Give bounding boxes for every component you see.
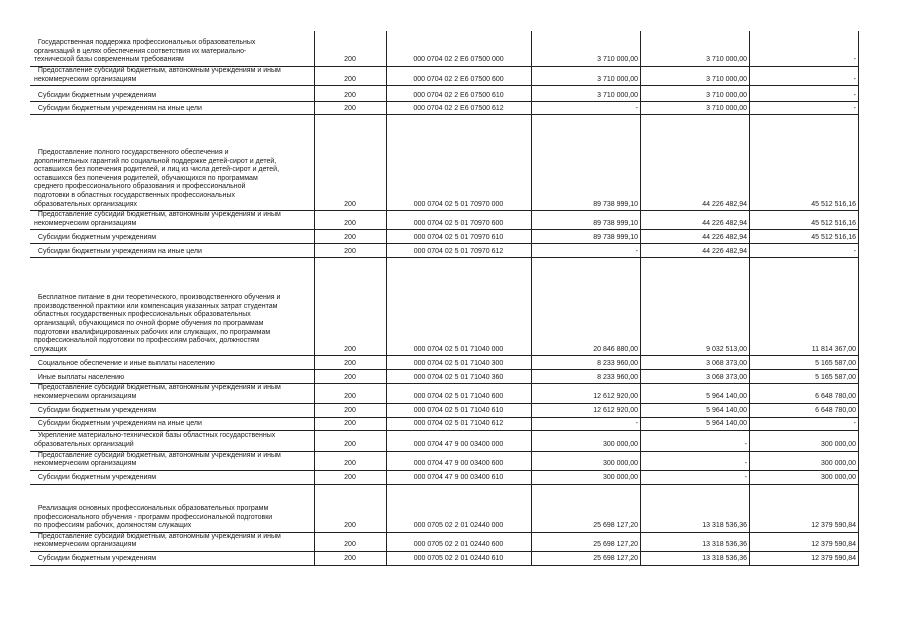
row-value-executed: 44 226 482,94	[641, 230, 750, 244]
spacer-cell	[641, 484, 750, 497]
row-name: Субсидии бюджетным учреждениям	[30, 86, 315, 102]
row-name: Субсидии бюджетным учреждениям	[30, 551, 315, 565]
row-value-executed: 9 032 513,00	[641, 270, 750, 356]
row-value-executed: 13 318 536,36	[641, 532, 750, 551]
row-value-total: 25 698 127,20	[532, 497, 641, 533]
row-spacer	[30, 115, 859, 126]
table-row	[30, 451, 859, 470]
spacer-cell	[30, 115, 315, 126]
row-name: Предоставление полного государственного обеспечения и дополнительных гарантий по социальной поддержке детей-сирот и детей, оставшихся без попечения родителей, и лиц из числа детей-сирот и детей, оставшихся без попечения родителей, обучающихся по программам среднего профессионального образования и профессиональной подготовки в областных государственных профессиональных образовательных организациях	[30, 125, 315, 211]
row-code: 200	[315, 384, 387, 403]
spacer-cell	[532, 115, 641, 126]
spacer-cell	[750, 115, 859, 126]
spacer-cell	[532, 258, 641, 271]
row-name: Субсидии бюджетным учреждениям на иные цели	[30, 417, 315, 430]
row-code: 200	[315, 532, 387, 551]
row-kbk: 000 0704 02 2 Е6 07500 600	[387, 67, 532, 86]
row-kbk: 000 0705 02 2 01 02440 600	[387, 532, 532, 551]
budget-table-body	[30, 31, 859, 565]
row-value-total: 89 738 999,10	[532, 211, 641, 230]
spacer-cell	[387, 258, 532, 271]
row-code: 200	[315, 497, 387, 533]
row-value-remaining: 300 000,00	[750, 451, 859, 470]
row-value-remaining: -	[750, 244, 859, 258]
row-kbk: 000 0704 02 5 01 70970 612	[387, 244, 532, 258]
row-name: Государственная поддержка профессиональных образовательных организаций в целях обеспечения соответствия их материально- технической базы современным требованиям	[30, 31, 315, 67]
spacer-cell	[532, 484, 641, 497]
row-value-remaining: -	[750, 86, 859, 102]
row-value-total: 300 000,00	[532, 430, 641, 451]
row-name: Субсидии бюджетным учреждениям на иные цели	[30, 102, 315, 115]
table-row	[30, 497, 859, 533]
row-kbk: 000 0704 02 2 Е6 07500 610	[387, 86, 532, 102]
table-row	[30, 86, 859, 102]
row-name: Предоставление субсидий бюджетным, автономным учреждениям и иным некоммерческим организациям	[30, 211, 315, 230]
row-value-executed: 3 710 000,00	[641, 31, 750, 67]
row-code: 200	[315, 244, 387, 258]
row-kbk: 000 0705 02 2 01 02440 610	[387, 551, 532, 565]
row-value-remaining: 11 814 367,00	[750, 270, 859, 356]
table-row	[30, 67, 859, 86]
row-kbk: 000 0704 02 5 01 71040 300	[387, 356, 532, 370]
table-row	[30, 270, 859, 356]
row-value-executed: 3 710 000,00	[641, 67, 750, 86]
row-code: 200	[315, 67, 387, 86]
row-value-executed: -	[641, 430, 750, 451]
row-value-executed: -	[641, 451, 750, 470]
row-value-remaining: 6 648 780,00	[750, 403, 859, 417]
table-row	[30, 551, 859, 565]
row-kbk: 000 0704 02 2 Е6 07500 612	[387, 102, 532, 115]
row-code: 200	[315, 451, 387, 470]
row-value-remaining: 45 512 516,16	[750, 211, 859, 230]
row-code: 200	[315, 125, 387, 211]
row-name: Укрепление материально-технической базы областных государственных образовательных организаций	[30, 430, 315, 451]
table-row	[30, 417, 859, 430]
row-value-remaining: 300 000,00	[750, 470, 859, 484]
row-name: Субсидии бюджетным учреждениям на иные цели	[30, 244, 315, 258]
row-name: Субсидии бюджетным учреждениям	[30, 403, 315, 417]
table-row	[30, 470, 859, 484]
row-value-total: -	[532, 102, 641, 115]
row-kbk: 000 0704 47 9 00 03400 610	[387, 470, 532, 484]
row-name: Предоставление субсидий бюджетным, автономным учреждениям и иным некоммерческим организациям	[30, 451, 315, 470]
row-value-remaining: -	[750, 102, 859, 115]
row-value-total: 3 710 000,00	[532, 67, 641, 86]
row-value-remaining: -	[750, 31, 859, 67]
row-name: Иные выплаты населению	[30, 370, 315, 384]
row-value-remaining: -	[750, 67, 859, 86]
row-name: Бесплатное питание в дни теоретического, производственного обучения и производственной практики или компенсация указанных затрат студентам областных государственных профессиональных образовательных организаций, обучающимся по очной форме обучения по программам подготовки квалифицированных рабочих или служащих, по программам профессиональной подготовки по профессиям рабочих, должностям служащих	[30, 270, 315, 356]
row-name: Предоставление субсидий бюджетным, автономным учреждениям и иным некоммерческим организациям	[30, 532, 315, 551]
budget-table-page	[30, 31, 859, 566]
row-value-executed: 3 068 373,00	[641, 370, 750, 384]
row-value-remaining: 12 379 590,84	[750, 497, 859, 533]
row-value-total: 3 710 000,00	[532, 86, 641, 102]
row-value-executed: 5 964 140,00	[641, 403, 750, 417]
row-value-total: 8 233 960,00	[532, 370, 641, 384]
row-value-remaining: 45 512 516,16	[750, 230, 859, 244]
row-kbk: 000 0704 02 5 01 71040 360	[387, 370, 532, 384]
row-code: 200	[315, 211, 387, 230]
table-row	[30, 384, 859, 403]
row-code: 200	[315, 86, 387, 102]
row-code: 200	[315, 403, 387, 417]
table-row	[30, 532, 859, 551]
row-kbk: 000 0704 02 5 01 70970 000	[387, 125, 532, 211]
row-value-total: 89 738 999,10	[532, 230, 641, 244]
row-value-executed: 44 226 482,94	[641, 211, 750, 230]
row-name: Предоставление субсидий бюджетным, автономным учреждениям и иным некоммерческим организациям	[30, 384, 315, 403]
spacer-cell	[641, 115, 750, 126]
row-kbk: 000 0704 02 5 01 71040 000	[387, 270, 532, 356]
row-code: 200	[315, 31, 387, 67]
row-value-executed: 3 068 373,00	[641, 356, 750, 370]
row-code: 200	[315, 370, 387, 384]
row-kbk: 000 0704 02 5 01 71040 612	[387, 417, 532, 430]
row-value-total: 3 710 000,00	[532, 31, 641, 67]
spacer-cell	[30, 258, 315, 271]
row-name: Реализация основных профессиональных образовательных программ профессионального обучения - программ профессиональной подготовки по профессиям рабочих, должностям служащих	[30, 497, 315, 533]
row-value-total: 300 000,00	[532, 451, 641, 470]
row-code: 200	[315, 551, 387, 565]
spacer-cell	[750, 258, 859, 271]
spacer-cell	[641, 258, 750, 271]
row-value-total: 300 000,00	[532, 470, 641, 484]
row-value-total: 12 612 920,00	[532, 403, 641, 417]
row-kbk: 000 0704 02 2 Е6 07500 000	[387, 31, 532, 67]
row-kbk: 000 0704 02 5 01 71040 600	[387, 384, 532, 403]
row-code: 200	[315, 270, 387, 356]
row-value-executed: 13 318 536,36	[641, 497, 750, 533]
row-kbk: 000 0704 47 9 00 03400 000	[387, 430, 532, 451]
row-value-executed: -	[641, 470, 750, 484]
spacer-cell	[387, 484, 532, 497]
row-value-total: 12 612 920,00	[532, 384, 641, 403]
row-value-executed: 3 710 000,00	[641, 102, 750, 115]
row-name: Субсидии бюджетным учреждениям	[30, 230, 315, 244]
table-row	[30, 244, 859, 258]
row-value-remaining: 5 165 587,00	[750, 356, 859, 370]
table-row	[30, 211, 859, 230]
row-name: Субсидии бюджетным учреждениям	[30, 470, 315, 484]
row-value-total: -	[532, 417, 641, 430]
row-spacer	[30, 258, 859, 271]
row-code: 200	[315, 230, 387, 244]
spacer-cell	[750, 484, 859, 497]
row-value-total: -	[532, 244, 641, 258]
row-spacer	[30, 484, 859, 497]
row-value-total: 20 846 880,00	[532, 270, 641, 356]
row-value-executed: 13 318 536,36	[641, 551, 750, 565]
row-kbk: 000 0704 47 9 00 03400 600	[387, 451, 532, 470]
row-value-total: 25 698 127,20	[532, 532, 641, 551]
spacer-cell	[315, 115, 387, 126]
row-code: 200	[315, 102, 387, 115]
row-value-remaining: 5 165 587,00	[750, 370, 859, 384]
row-value-executed: 44 226 482,94	[641, 125, 750, 211]
spacer-cell	[387, 115, 532, 126]
table-row	[30, 403, 859, 417]
table-row	[30, 31, 859, 67]
row-value-remaining: 12 379 590,84	[750, 532, 859, 551]
row-value-executed: 5 964 140,00	[641, 384, 750, 403]
row-value-remaining: 6 648 780,00	[750, 384, 859, 403]
row-name: Социальное обеспечение и иные выплаты населению	[30, 356, 315, 370]
table-row	[30, 356, 859, 370]
row-kbk: 000 0705 02 2 01 02440 000	[387, 497, 532, 533]
table-row	[30, 430, 859, 451]
row-value-total: 8 233 960,00	[532, 356, 641, 370]
row-kbk: 000 0704 02 5 01 70970 600	[387, 211, 532, 230]
table-row	[30, 125, 859, 211]
row-value-executed: 44 226 482,94	[641, 244, 750, 258]
row-code: 200	[315, 356, 387, 370]
budget-table	[30, 31, 859, 566]
row-code: 200	[315, 417, 387, 430]
row-value-remaining: 300 000,00	[750, 430, 859, 451]
table-row	[30, 230, 859, 244]
row-kbk: 000 0704 02 5 01 70970 610	[387, 230, 532, 244]
row-code: 200	[315, 430, 387, 451]
row-name: Предоставление субсидий бюджетным, автономным учреждениям и иным некоммерческим организациям	[30, 67, 315, 86]
table-row	[30, 102, 859, 115]
table-row	[30, 370, 859, 384]
row-value-remaining: -	[750, 417, 859, 430]
spacer-cell	[315, 258, 387, 271]
spacer-cell	[30, 484, 315, 497]
row-code: 200	[315, 470, 387, 484]
spacer-cell	[315, 484, 387, 497]
row-value-remaining: 45 512 516,16	[750, 125, 859, 211]
row-value-executed: 3 710 000,00	[641, 86, 750, 102]
row-value-total: 89 738 999,10	[532, 125, 641, 211]
row-value-total: 25 698 127,20	[532, 551, 641, 565]
row-kbk: 000 0704 02 5 01 71040 610	[387, 403, 532, 417]
row-value-executed: 5 964 140,00	[641, 417, 750, 430]
row-value-remaining: 12 379 590,84	[750, 551, 859, 565]
